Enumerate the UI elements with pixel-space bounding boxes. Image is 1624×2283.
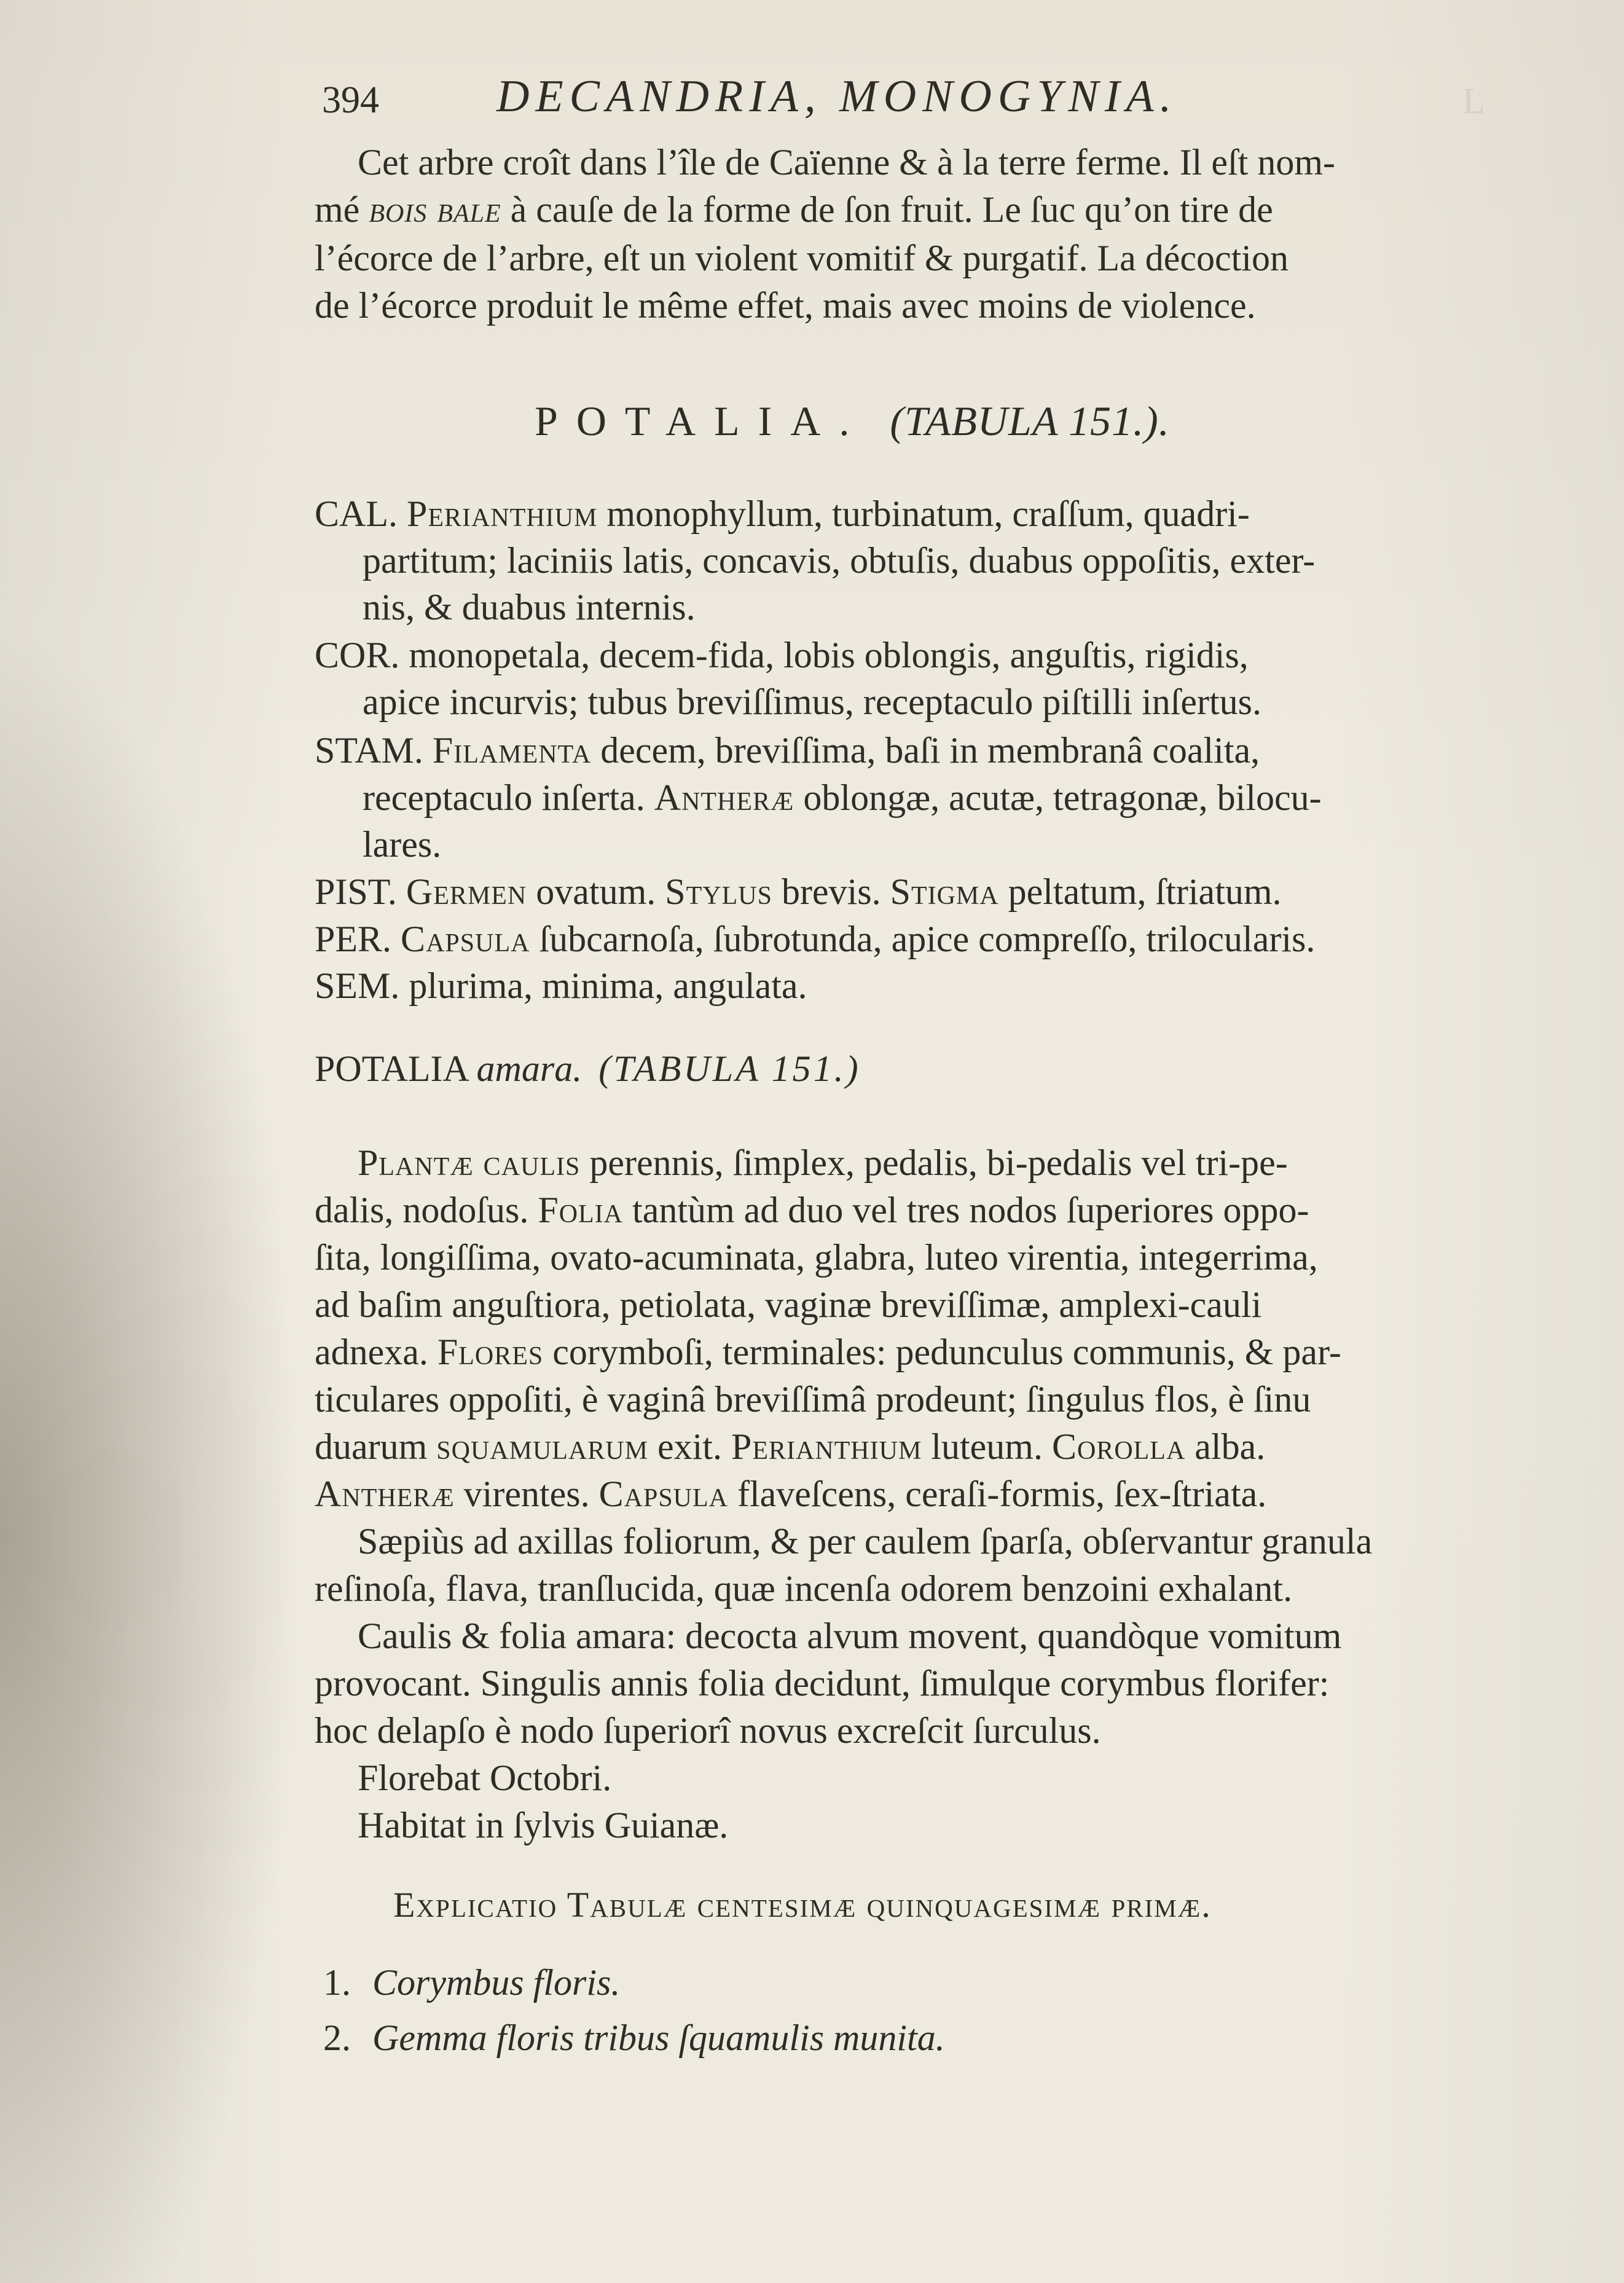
character-line: apice incurvis; tubus breviſſimus, receptaculo piſtilli inſertus. bbox=[363, 682, 1261, 722]
term: Flores bbox=[437, 1332, 544, 1372]
genus-table-reference: (TABULA 151.). bbox=[890, 398, 1170, 444]
term: Plantæ caulis bbox=[358, 1142, 581, 1183]
intro-line: Cet arbre croît dans l’île de Caïenne & à la terre ferme. Il eſt nom- bbox=[358, 142, 1335, 183]
term: Antheræ bbox=[654, 777, 794, 818]
running-header bbox=[322, 69, 1545, 124]
character-cal bbox=[315, 492, 1250, 536]
description-line bbox=[358, 1141, 1288, 1185]
description-line: Habitat in ſylvis Guianæ. bbox=[358, 1805, 729, 1845]
term: Capsula bbox=[598, 1474, 728, 1514]
character-text: receptaculo inſerta. bbox=[363, 777, 654, 818]
figure-number: 1. bbox=[323, 1962, 351, 2003]
character-text: decem, breviſſima, baſi in membranâ coalita, bbox=[591, 730, 1260, 771]
description-line: hoc delapſo è nodo ſuperiorî novus excreſcit ſurculus. bbox=[315, 1710, 1101, 1751]
character-text: ovatum. bbox=[527, 871, 665, 912]
explicatio-title: Explicatio Tabulæ centesimæ quinquagesimæ primæ. bbox=[393, 1885, 1212, 1925]
character-label: COR. bbox=[315, 635, 400, 675]
character-stam bbox=[315, 728, 1260, 772]
character-text: plurima, minima, angulata. bbox=[409, 965, 807, 1006]
description-line: Florebat Octobri. bbox=[358, 1758, 612, 1798]
term: Folia bbox=[538, 1190, 624, 1230]
species-genus: POTALIA bbox=[315, 1048, 468, 1089]
description-text: corymboſi, terminales: pedunculus communis, & par- bbox=[543, 1332, 1341, 1372]
description-line: ſita, longiſſima, ovato-acuminata, glabra, luteo virentia, integerrima, bbox=[315, 1237, 1318, 1278]
description-text: luteum. bbox=[922, 1426, 1052, 1467]
description-text: alba. bbox=[1185, 1426, 1266, 1467]
character-label: STAM. bbox=[315, 730, 423, 771]
character-cor bbox=[315, 633, 1249, 677]
description-text: adnexa. bbox=[315, 1332, 437, 1372]
term: Stigma bbox=[890, 871, 999, 912]
term: Stylus bbox=[665, 871, 772, 912]
description-line: Sæpiùs ad axillas foliorum, & per caulem ſparſa, obſervantur granula bbox=[358, 1521, 1373, 1562]
description-text: perennis, ſimplex, pedalis, bi-pedalis vel tri-pe- bbox=[580, 1142, 1288, 1183]
species-epithet: amara. bbox=[476, 1048, 583, 1089]
term: Perianthium bbox=[731, 1426, 922, 1467]
species-heading bbox=[315, 1047, 861, 1091]
page-number: 394 bbox=[322, 79, 379, 121]
description-text: exit. bbox=[648, 1426, 731, 1467]
character-label: CAL. bbox=[315, 493, 398, 534]
description-line: reſinoſa, flava, tranſlucida, quæ incenſa odorem benzoini exhalant. bbox=[315, 1568, 1293, 1609]
term: Antheræ bbox=[315, 1474, 455, 1514]
term: Germen bbox=[406, 871, 527, 912]
intro-line-segment: à cauſe de la forme de ſon fruit. Le ſuc qu’on tire de bbox=[501, 189, 1273, 230]
figure-caption-item bbox=[323, 2016, 945, 2060]
running-title: DECANDRIA, MONOGYNIA. bbox=[496, 71, 1178, 122]
figure-caption: Corymbus floris. bbox=[372, 1962, 621, 2003]
term: Corolla bbox=[1051, 1426, 1186, 1467]
figure-number: 2. bbox=[323, 2018, 351, 2058]
show-through-text: L bbox=[1462, 81, 1485, 121]
term: Filamenta bbox=[432, 730, 592, 771]
character-line: lares. bbox=[363, 824, 442, 865]
intro-line-segment: mé bbox=[315, 189, 369, 230]
intro-line: l’écorce de l’arbre, eſt un violent vomitif & purgatif. La décoction bbox=[315, 238, 1289, 278]
genus-title bbox=[535, 396, 1170, 446]
character-text: ſubcarnoſa, ſubrotunda, apice compreſſo, trilocularis. bbox=[530, 919, 1316, 959]
character-text: brevis. bbox=[772, 871, 890, 912]
character-label: PER. bbox=[315, 919, 392, 959]
intro-line bbox=[315, 187, 1273, 232]
term: Perianthium bbox=[407, 493, 598, 534]
character-per bbox=[315, 917, 1315, 961]
bois-bale-term: bois bale bbox=[369, 189, 501, 230]
genus-name: POTALIA. bbox=[535, 398, 868, 444]
character-label: SEM. bbox=[315, 965, 400, 1006]
character-text: oblongæ, acutæ, tetragonæ, bilocu- bbox=[794, 777, 1322, 818]
character-sem bbox=[315, 964, 807, 1008]
figure-caption-item bbox=[323, 1960, 620, 2005]
character-text: monophyllum, turbinatum, craſſum, quadri- bbox=[597, 493, 1250, 534]
description-text: flaveſcens, ceraſi-formis, ſex-ſtriata. bbox=[728, 1474, 1267, 1514]
character-line bbox=[363, 776, 1322, 820]
character-pist bbox=[315, 870, 1282, 914]
term: Capsula bbox=[401, 919, 530, 959]
description-line bbox=[315, 1472, 1266, 1516]
description-line: Caulis & folia amara: decocta alvum movent, quandòque vomitum bbox=[358, 1616, 1342, 1656]
description-line bbox=[315, 1424, 1265, 1469]
description-text: duarum bbox=[315, 1426, 437, 1467]
description-text: tantùm ad duo vel tres nodos ſuperiores oppo- bbox=[623, 1190, 1309, 1230]
figure-caption: Gemma floris tribus ſquamulis munita. bbox=[372, 2018, 945, 2058]
description-line bbox=[315, 1188, 1309, 1232]
character-line: partitum; laciniis latis, concavis, obtuſis, duabus oppoſitis, exter- bbox=[363, 540, 1316, 581]
character-line: nis, & duabus internis. bbox=[363, 587, 696, 627]
description-line: ad baſim anguſtiora, petiolata, vaginæ breviſſimæ, amplexi-cauli bbox=[315, 1284, 1262, 1325]
description-line: ticulares oppoſiti, è vaginâ breviſſimâ prodeunt; ſingulus flos, è ſinu bbox=[315, 1379, 1311, 1420]
character-text: monopetala, decem-fida, lobis oblongis, anguſtis, rigidis, bbox=[409, 635, 1249, 675]
term: squamularum bbox=[436, 1426, 648, 1467]
species-table-reference: (TABULA 151.) bbox=[598, 1048, 861, 1089]
character-label: PIST. bbox=[315, 871, 397, 912]
description-text: dalis, nodoſus. bbox=[315, 1190, 538, 1230]
intro-line: de l’écorce produit le même effet, mais avec moins de violence. bbox=[315, 285, 1256, 326]
description-line bbox=[315, 1330, 1341, 1374]
description-text: virentes. bbox=[454, 1474, 599, 1514]
character-text: peltatum, ſtriatum. bbox=[998, 871, 1282, 912]
description-line: provocant. Singulis annis folia decidunt, ſimulque corymbus florifer: bbox=[315, 1663, 1330, 1703]
